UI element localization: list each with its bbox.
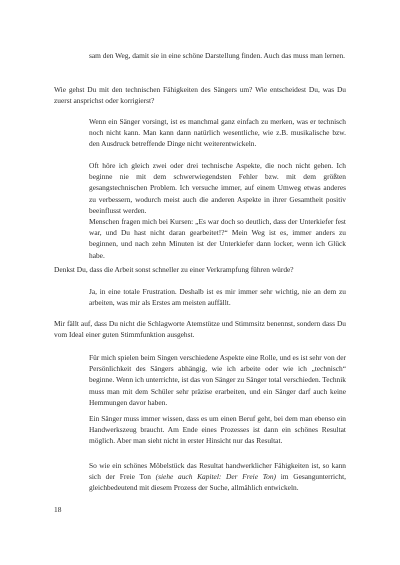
question-paragraph: Mir fällt auf, dass Du nicht die Schlagworte Atemstütze und Stimmsitz benennst, sondern dass Du vom Ideal einer guten Stimmfunktion ausgehst. [54,319,346,340]
answer-paragraph: Menschen fragen mich bei Kursen: „Es war doch so deutlich, dass der Unterkiefer fest war, und Du hast nicht daran gearbeitet!?“ Mein Weg ist es, immer anders zu beginnen, und nach zehn Minuten ist der Unterkiefer dann locker, wenn ich Glück habe. [89,217,346,260]
answer-paragraph: So wie ein schönes Möbelstück das Resultat handwerklicher Fähigkeiten ist, so kann sich der Freie Ton (siehe auch Kapitel: Der Freie Ton) im Gesangunterricht, gleichbedeutend mit diesem Prozess der Suche, allmählich entwickeln. [89,461,346,493]
answer-paragraph: Ja, in eine totale Frustration. Deshalb ist es mir immer sehr wichtig, nie an dem zu arbeiten, was mir als Erstes am meisten auffällt. [89,287,346,308]
question-paragraph: Wie gehst Du mit den technischen Fähigkeiten des Sängers um? Wie entscheidest Du, was Du zuerst ansprichst oder korrigierst? [54,85,346,106]
answer-paragraph: Für mich spielen beim Singen verschiedene Aspekte eine Rolle, und es ist sehr von der Persönlichkeit des Sängers abhängig, wie ich arbeite oder wie ich „technisch“ beginne. Wenn ich unterrichte, ist das von Sänger zu Sänger total verschieden. Technik muss man mit dem Schüler sehr präzise erarbeiten, und ein Sänger darf auch keine Hemmungen davor haben. [89,353,347,407]
answer-paragraph: sam den Weg, damit sie in eine schöne Darstellung finden. Auch das muss man lernen. [89,51,346,60]
answer-paragraph: Oft höre ich gleich zwei oder drei technische Aspekte, die noch nicht gehen. Ich beginne nie mit dem schwerwiegendsten Fehler bzw. mit dem größten gesangstechnischen Problem. Ich versuche immer, auf einem Umweg etwas anderes zu verbessern, wodurch meist auch die anderen Aspekte in ihrer Gesamtheit positiv beeinflusst werden. [89,161,346,215]
answer-paragraph: Ein Sänger muss immer wissen, dass es um einen Beruf geht, bei dem man ebenso ein Handwerkszeug braucht. Am Ende eines Prozesses ist dann ein schönes Resultat möglich. Aber man sieht nicht in erster Hinsicht nur das Resultat. [89,414,346,446]
question-paragraph: Denkst Du, dass die Arbeit sonst schneller zu einer Verkrampfung führen würde? [54,265,294,274]
answer-paragraph: Wenn ein Sänger vorsingt, ist es manchmal ganz einfach zu merken, was er technisch noch nicht kann. Man kann dann natürlich wesentliche, wie z.B. musikalische bzw. den Ausdruck betreffende Dinge nicht weiterentwickeln. [89,117,346,149]
page-number: 18 [54,505,62,514]
